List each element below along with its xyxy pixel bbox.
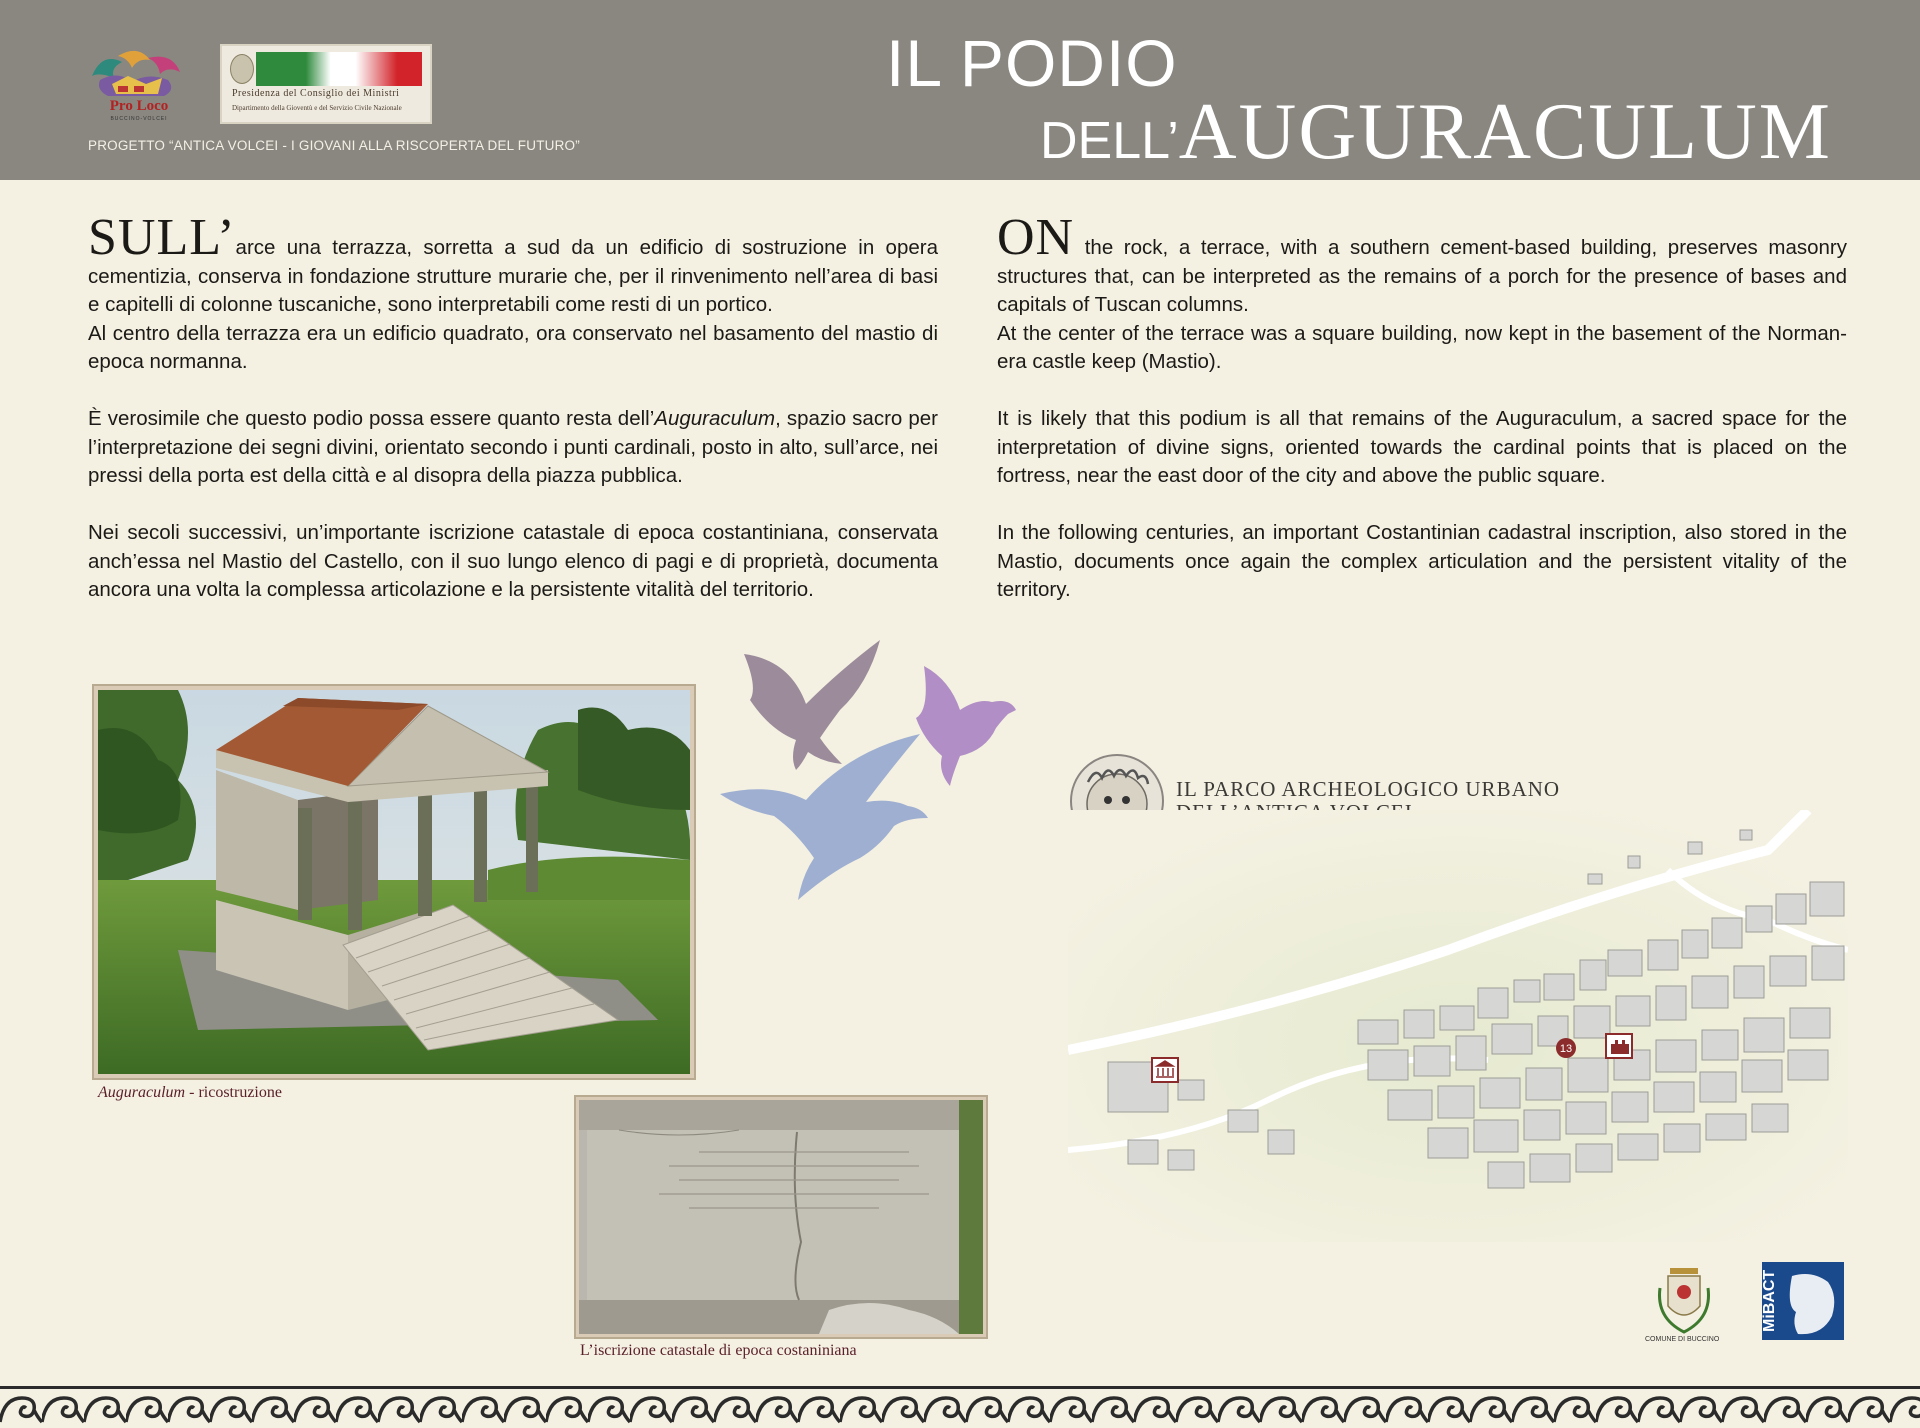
caption-temple (98, 1084, 282, 1102)
english-text-column (997, 209, 1848, 633)
temple-reconstruction-image (94, 686, 694, 1078)
italian-p1-text: arce una terrazza, sorretta a sud da un edificio di sostruzione in opera cementizia, conserva in fondazione strutture murarie che, per il rinvenimento nell’area di basi e capitelli di colonne tuscaniche, sono interpretabili come resti di un portico. (88, 236, 938, 316)
english-p1-text: the rock, a terrace, with a southern cement-based building, preserves masonry structures that, can be interpreted as the remains of a porch for the presence of bases and capitals of Tuscan columns. (997, 236, 1848, 316)
caption-inscription: L’iscrizione catastale di epoca costaniniana (580, 1342, 857, 1359)
english-paragraph-3: In the following centuries, an important Costantinian cadastral inscription, also stored in the Mastio, documents once again the complex articulation and the persistent vitality of the territory. (997, 521, 1847, 601)
english-p1b-text: At the center of the terrace was a square building, now kept in the basement of the Norman-era castle keep (Mastio). (997, 321, 1847, 373)
birds-illustration (710, 640, 1060, 910)
italian-flag-icon (256, 52, 422, 86)
header-band (0, 0, 1920, 180)
caption-temple-em: Auguraculum (98, 1084, 186, 1101)
presidenza-line2: Dipartimento della Gioventù e del Servizio Civile Nazionale (232, 104, 402, 112)
english-paragraph-2: It is likely that this podium is all that remains of the Auguraculum, a sacred space for the interpretation of divine signs, oriented towards the cardinal points that is placed on the fortress, near the east door of the city and above the public square. (997, 407, 1847, 487)
title-dell: DELL’ (1040, 112, 1179, 170)
italian-p2-post: , spazio sacro per l’interpretazione dei segni divini, orientato secondo i punti cardinali, posto in alto, sull’arce, nei pressi della porta est della città e al disopra della piazza pubblica. (88, 407, 938, 487)
proloco-sub: BUCCINO-VOLCEI (110, 116, 168, 122)
caption-temple-rest: - ricostruzione (185, 1084, 282, 1101)
italian-text-column (88, 209, 938, 633)
project-subtitle: PROGETTO “ANTICA VOLCEI - I GIOVANI ALLA RISCOPERTA DEL FUTURO” (88, 138, 580, 153)
museum-marker-icon (1152, 1058, 1178, 1082)
bird-purple-icon (916, 666, 1016, 786)
presidenza-logo (220, 44, 432, 124)
italian-p1b-text: Al centro della terrazza era un edificio quadrato, ora conservato nel basamento del mastio di epoca normanna. (88, 321, 938, 373)
italian-paragraph-2 (88, 405, 938, 491)
comune-crest-icon (1646, 1258, 1722, 1342)
mibact-label: MiBACT (1762, 1269, 1778, 1332)
castle-marker-icon (1606, 1034, 1632, 1058)
proloco-logo (88, 46, 190, 122)
archaeological-park-map (1068, 810, 1848, 1242)
park-title-line1: IL PARCO ARCHEOLOGICO URBANO (1176, 777, 1561, 801)
italian-p2-pre: È verosimile che questo podio possa essere quanto resta dell’ (88, 407, 655, 430)
english-paragraph-1 (997, 209, 1848, 377)
bird-brown-icon (744, 640, 880, 770)
english-dropcap: ON (997, 209, 1075, 266)
page-title-line1: IL PODIO (886, 26, 1178, 100)
site-13-label: 13 (1559, 1043, 1573, 1055)
page-title-line2 (1040, 88, 1832, 176)
title-auguraculum: AUGURACULUM (1178, 88, 1832, 176)
republic-emblem-icon (230, 54, 254, 84)
italian-dropcap: SULL’ (88, 209, 236, 266)
greek-wave-border (0, 1386, 1920, 1428)
inscription-image (576, 1097, 986, 1337)
italian-paragraph-1 (88, 209, 938, 377)
mibact-logo (1762, 1262, 1844, 1340)
proloco-text: Pro Loco (109, 98, 169, 114)
italian-p2-em: Auguraculum (654, 407, 776, 430)
italian-paragraph-3: Nei secoli successivi, un’importante iscrizione catastale di epoca costantiniana, conservata anch’essa nel Mastio del Castello, con il suo lungo elenco di pagi e di proprietà, documenta ancora una volta la complessa articolazione e la persistente vitalità del territorio. (88, 521, 938, 601)
presidenza-line1: Presidenza del Consiglio dei Ministri (232, 88, 400, 99)
comune-label: COMUNE DI BUCCINO (1645, 1336, 1720, 1343)
